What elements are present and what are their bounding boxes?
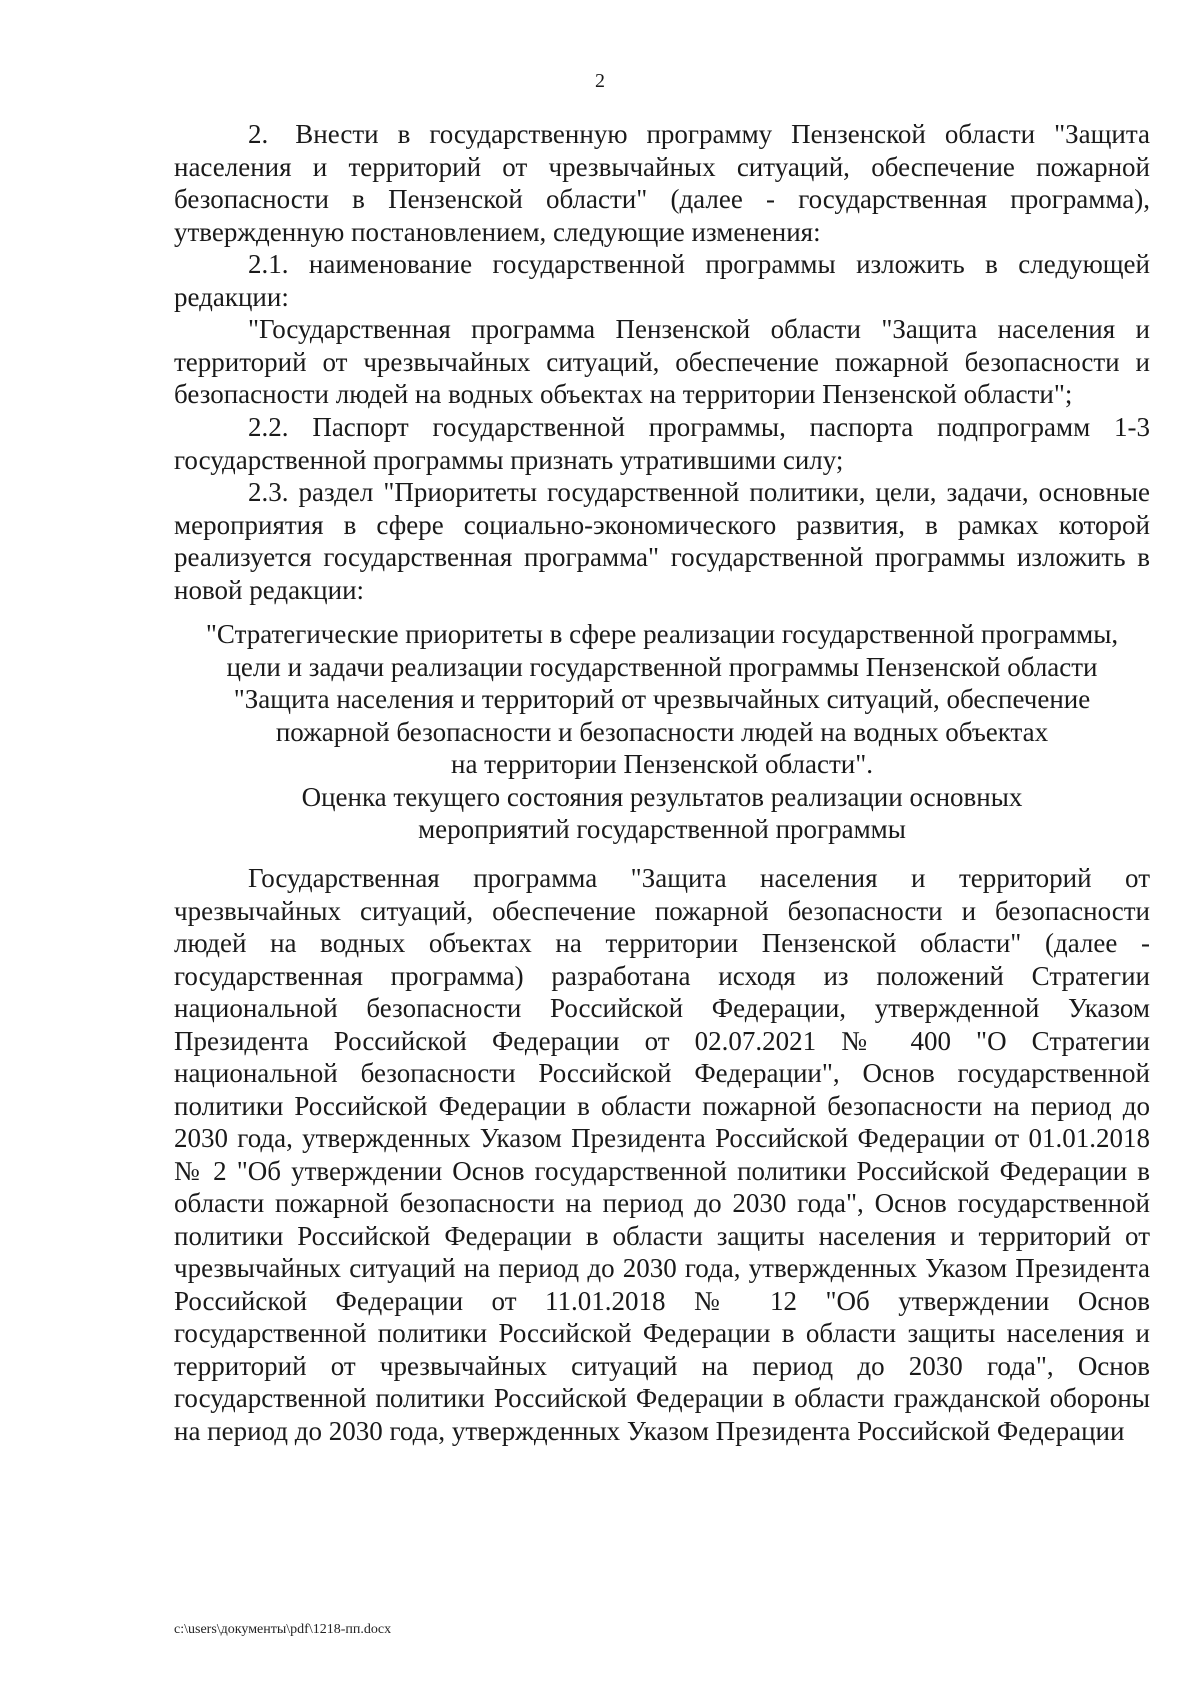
- paragraph-item-2-1: 2.1. наименование государственной программы изложить в следующей редакции:: [174, 249, 1150, 312]
- paragraph-item-2-3: 2.3. раздел "Приоритеты государственной политики, цели, задачи, основные мероприятия в сфере социально-экономического развития, в рамках которой реализуется государственная программа" государственной программы изложить в новой редакции:: [174, 477, 1150, 605]
- footer-file-path: c:\users\документы\pdf\1218-пп.docx: [174, 1622, 392, 1637]
- heading-line: пожарной безопасности и безопасности людей на водных объектах: [275, 716, 1049, 747]
- heading-line: цели и задачи реализации государственной программы Пензенской области: [226, 651, 1098, 682]
- heading-line: мероприятий государственной программы: [418, 814, 906, 844]
- heading-line: Оценка текущего состояния результатов реализации основных: [301, 781, 1023, 812]
- heading-line: на территории Пензенской области".: [451, 749, 873, 779]
- heading-line: "Стратегические приоритеты в сфере реализации государственной программы,: [205, 619, 1119, 649]
- section-heading: [174, 618, 1150, 846]
- body-paragraph: Государственная программа "Защита населения и территорий от чрезвычайных ситуаций, обеспечение пожарной безопасности и безопасности людей на водных объектах на территории Пензенской области" (далее - государственная программа) разработана исходя из положений Стратегии национальной безопасности Российской Федерации, утвержденной Указом Президента Российской Федерации от 02.07.2021 № 400 "О Стратегии национальной безопасности Российской Федерации", Основ государственной политики Российской Федерации в области пожарной безопасности на период до 2030 года, утвержденных Указом Президента Российской Федерации от 01.01.2018 № 2 "Об утверждении Основ государственной политики Российской Федерации в области пожарной безопасности на период до 2030 года", Основ государственной политики Российской Федерации в области защиты населения и территорий от чрезвычайных ситуаций на период до 2030 года, утвержденных Указом Президента Российской Федерации от 11.01.2018 № 12 "Об утверждении Основ государственной политики Российской Федерации в области защиты населения и территорий от чрезвычайных ситуаций на период до 2030 года", Основ государственной политики Российской Федерации в области гражданской обороны на период до 2030 года, утвержденных Указом Президента Российской Федерации: [174, 863, 1150, 1446]
- page-number: 2: [595, 70, 605, 92]
- paragraph-item-2: 2. Внести в государственную программу Пензенской области "Защита населения и территорий от чрезвычайных ситуаций, обеспечение пожарной безопасности в Пензенской области" (далее - государственная программа), утвержденную постановлением, следующие изменения:: [174, 119, 1150, 247]
- heading-line: "Защита населения и территорий от чрезвычайных ситуаций, обеспечение: [233, 684, 1091, 714]
- paragraph-new-title: "Государственная программа Пензенской области "Защита населения и территорий от чрезвычайных ситуаций, обеспечение пожарной безопасности и безопасности людей на водных объектах на территории Пензенской области";: [174, 314, 1150, 409]
- paragraph-item-2-2: 2.2. Паспорт государственной программы, паспорта подпрограмм 1-3 государственной программы признать утратившими силу;: [174, 412, 1150, 475]
